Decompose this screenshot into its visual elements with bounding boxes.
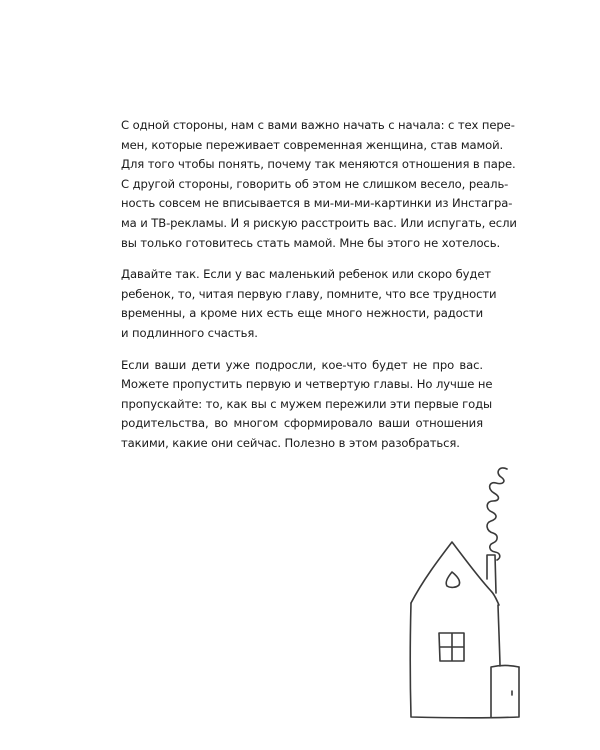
window-icon	[439, 633, 464, 661]
door-icon	[491, 666, 519, 718]
text-line: ребенок, то, читая первую главу, помните, что все трудности	[121, 286, 497, 301]
text-line: С одной стороны, нам с вами важно начать с начала: с тех пере-	[121, 118, 515, 132]
text-line: Можете пропустить первую и четвертую главы. Но лучше не	[121, 377, 493, 392]
text-line: ность совсем не вписывается в ми-ми-ми-картинки из Инстагра-	[121, 196, 513, 211]
paragraph-1	[121, 116, 517, 253]
text-line: ма и ТВ-рекламы. И я рискую расстроить вас. Или испугать, если	[121, 215, 517, 230]
text-line: и подлинного счастья.	[121, 325, 258, 340]
text-line: Для того чтобы понять, почему так меняются отношения в паре.	[121, 157, 516, 172]
paragraph-2	[121, 265, 497, 343]
paragraph-3	[121, 356, 493, 454]
roof-icon	[411, 542, 499, 605]
text-line: С другой стороны, говорить об этом не слишком весело, реаль-	[121, 176, 509, 191]
house-drawing-icon	[395, 455, 545, 725]
text-line: такими, какие они сейчас. Полезно в этом разобраться.	[121, 435, 460, 450]
body-text	[121, 116, 517, 466]
text-line: пропускайте: то, как вы с мужем пережили эти первые годы	[121, 396, 493, 411]
text-line: временны, а кроме них есть еще много нежности, радости	[121, 306, 483, 321]
text-line: вы только готовитесь стать мамой. Мне бы этого не хотелось.	[121, 235, 501, 250]
text-line: Если ваши дети уже подросли, кое-что будет не про вас.	[121, 357, 483, 372]
text-line: мен, которые переживает современная женщина, став мамой.	[121, 137, 504, 152]
smoke-curl-icon	[487, 468, 507, 560]
text-line: родительства, во многом сформировало ваши отношения	[121, 416, 483, 431]
text-line: Давайте так. Если у вас маленький ребенок или скоро будет	[121, 267, 491, 282]
attic-window-icon	[446, 572, 459, 587]
